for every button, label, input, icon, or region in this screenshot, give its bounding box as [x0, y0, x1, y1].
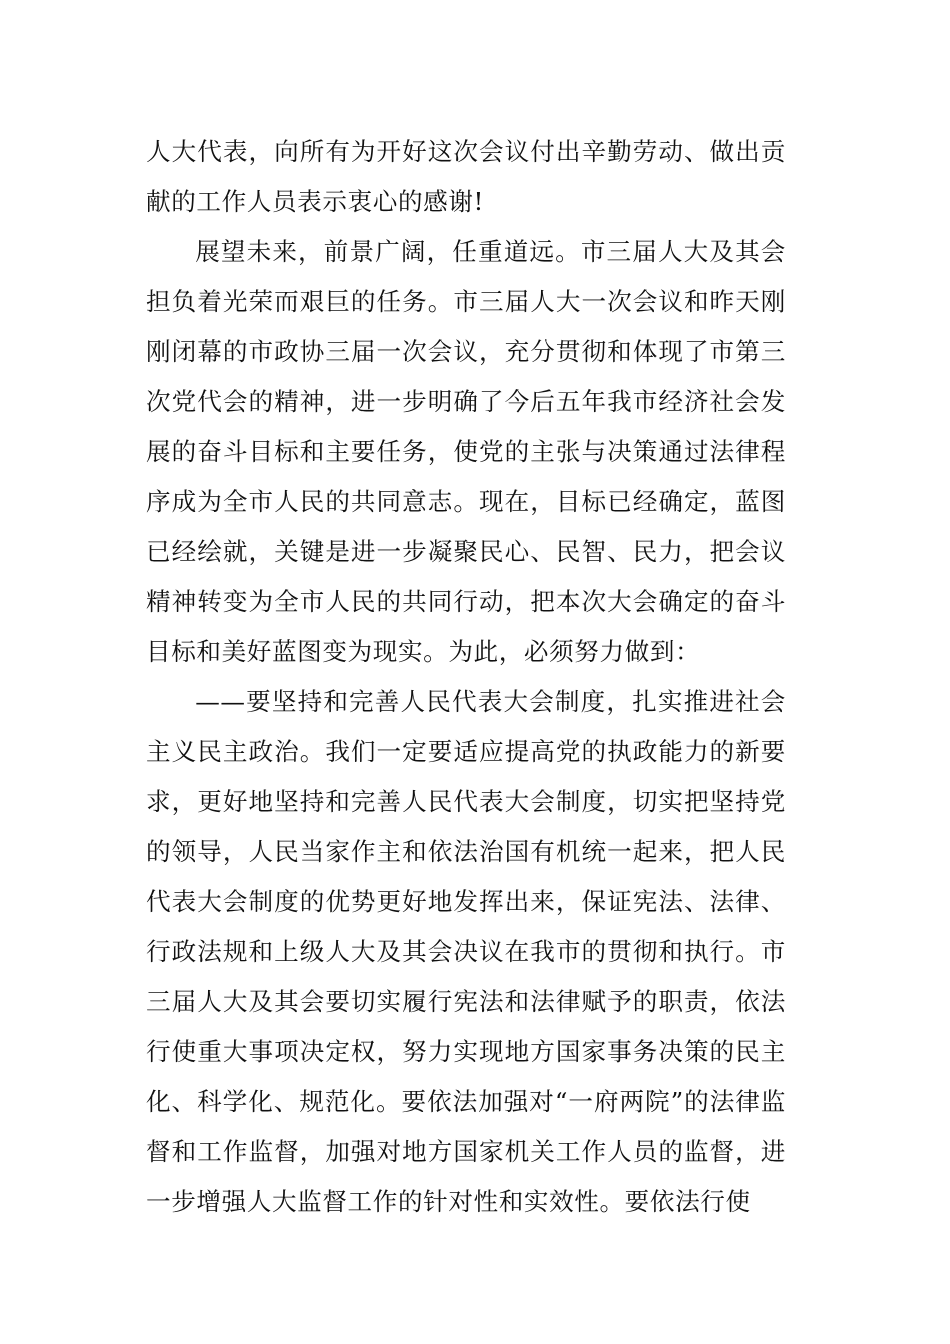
paragraph-outlook: 展望未来，前景广阔，任重道远。市三届人大及其会担负着光荣而艰巨的任务。市三届人大一次会议和昨天刚刚闭幕的市政协三届一次会议，充分贯彻和体现了市第三次党代会的精神，进一步明确了今后五年我市经济社会发展的奋斗目标和主要任务，使党的主张与决策通过法律程序成为全市人民的共同意志。现在，目标已经确定，蓝图已经绘就，关键是进一步凝聚民心、民智、民力，把会议精神转变为全市人民的共同行动，把本次大会确定的奋斗目标和美好蓝图变为现实。为此，必须努力做到：	[146, 237, 786, 666]
paragraph-continuation: 人大代表，向所有为开好这次会议付出辛勤劳动、做出贡献的工作人员表示衷心的感谢!	[146, 137, 786, 216]
paragraph-people-congress-system: ——要坚持和完善人民代表大会制度，扎实推进社会主义民主政治。我们一定要适应提高党的执政能力的新要求，更好地坚持和完善人民代表大会制度，切实把坚持党的领导，人民当家作主和依法治国有机统一起来，把人民代表大会制度的优势更好地发挥出来，保证宪法、法律、行政法规和上级人大及其会决议在我市的贯彻和执行。市三届人大及其会要切实履行宪法和法律赋予的职责，依法行使重大事项决定权，努力实现地方国家事务决策的民主化、科学化、规范化。要依法加强对“一府两院”的法律监督和工作监督，加强对地方国家机关工作人员的监督，进一步增强人大监督工作的针对性和实效性。要依法行使	[146, 687, 786, 1216]
body-text	[146, 127, 786, 1227]
